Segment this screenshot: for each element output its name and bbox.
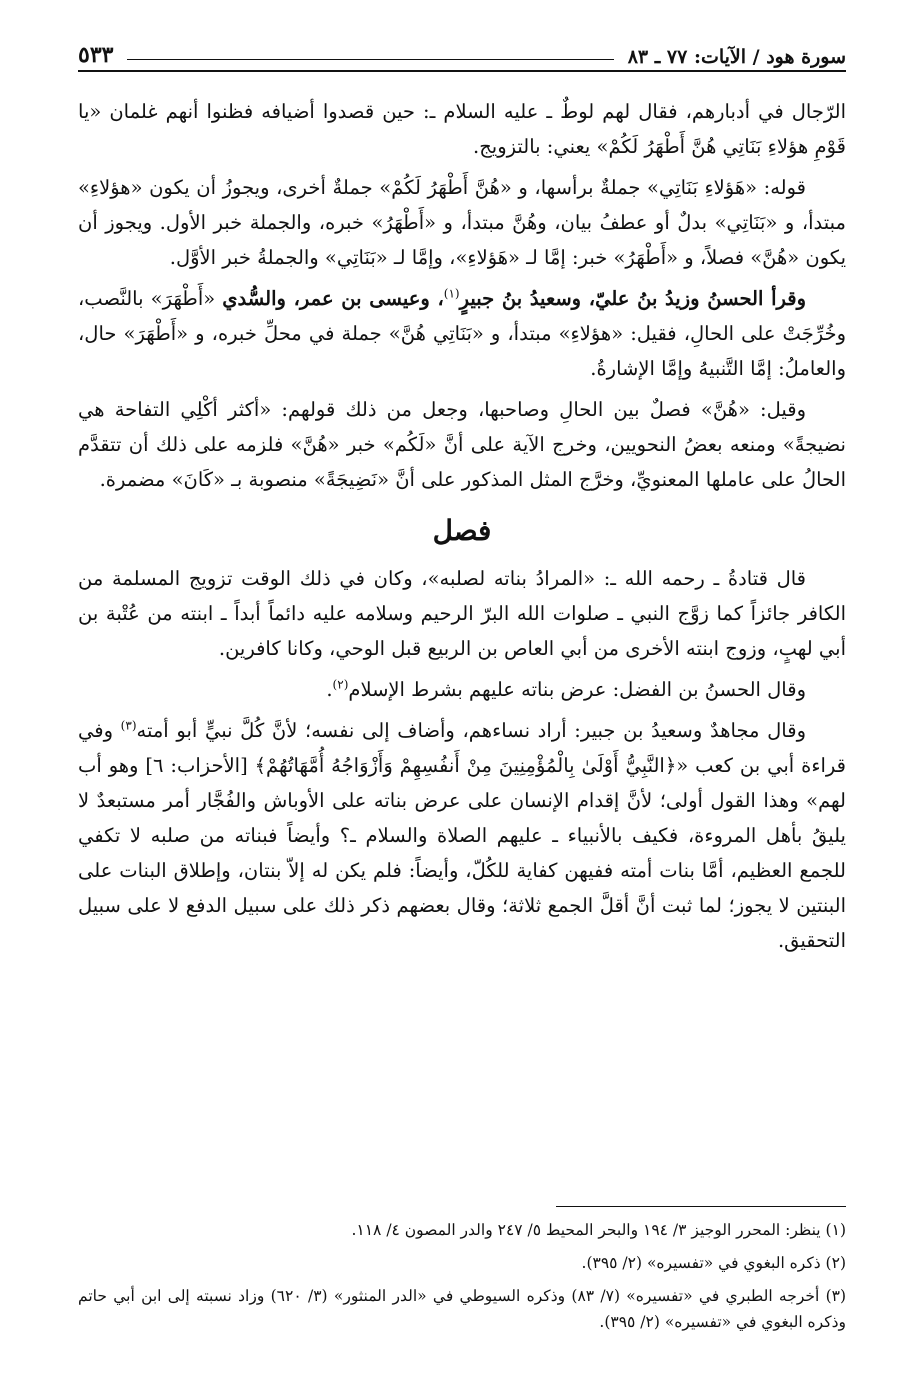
- paragraph-7: [78, 713, 846, 958]
- paragraph-5: قال قتادةُ ـ رحمه الله ـ: «المرادُ بناته لصلبه»، وكان في ذلك الوقت تزويج المسلمة من الكافر جائزاً كما زوَّج النبي ـ صلوات الله البرّ الرحيم وسلامه عليه دائماً أبداً ـ ابنته من عُتْبة بن أبي لهبٍ، وزوج ابنته الأخرى من أبي العاص بن الربيع قبل الوحي، وكانا كافرين.: [78, 567, 846, 660]
- paragraph-7-text-a: وقال مجاهدٌ وسعيدُ بن جبير: أراد نساءهم، وأضاف إلى نفسه؛ لأنَّ كُلَّ نبيٍّ أبو أمته: [136, 719, 806, 742]
- footnote-ref-1: (١): [443, 286, 460, 301]
- paragraph-2: قوله: «هَؤلاءِ بَنَاتِي» جملةٌ برأسها، و «هُنَّ أَطْهَرُ لَكُمْ» جملةٌ أخرى، ويجوزُ أن يكون «هؤلاءِ» مبتدأ، و «بَنَاتِي» بدلٌ أو عطفُ بيان، وهُنَّ مبتدأ، و «أَطْهَرُ» خبره، والجملة خبر الأول. ويجوز أن يكون «هُنَّ» فصلاً، و «أَطْهَرُ» خبر: إمَّا لـ «هَؤلاءِ»، وإمَّا لـ «بَنَاتِي» والجملةُ خبر الأوَّل.: [78, 176, 846, 269]
- paragraph-6-text: وقال الحسنُ بن الفضل: عرض بناته عليهم بشرط الإسلام: [348, 678, 806, 701]
- paragraph-1: الرّجال في أدبارهم، فقال لهم لوطٌ ـ عليه السلام ـ: حين قصدوا أضيافه فظنوا أنهم غلمان «يا قَوْمِ هؤلاءِ بَنَاتِي هُنَّ أَطْهَرُ لَكُمْ» يعني: بالتزويج.: [78, 100, 846, 158]
- footnote-2: (٢) ذكره البغوي في «تفسيره» (٢/ ٣٩٥).: [581, 1254, 846, 1272]
- footnote-1: (١) ينظر: المحرر الوجيز ٣/ ١٩٤ والبحر المحيط ٥/ ٢٤٧ والدر المصون ٤/ ١١٨.: [351, 1221, 846, 1239]
- header-rule: [127, 59, 613, 60]
- footnote-ref-2: (٢): [332, 677, 349, 692]
- footnote-separator: [556, 1206, 846, 1207]
- main-text: [78, 94, 846, 958]
- readers-list-2: ، وعيسى بن عمر، والسُّدي: [222, 287, 444, 310]
- surah-title: سورة هود / الآيات: ٧٧ ـ ٨٣: [627, 46, 846, 68]
- page-number: ٥٣٣: [78, 42, 114, 68]
- paragraph-3-text: «أَطْهَرَ» بالنَّصب، وخُرِّجَتْ على الحالِ، فقيل: «هؤلاءِ» مبتدأ، و «بَنَاتِي هُنَّ» جملة في محلِّ خبره، و «أَطْهَرَ» حال، والعاملُ: إمَّا التَّنبيهُ وإمَّا الإشارةُ.: [78, 287, 846, 380]
- readers-list: وقرأ الحسنُ وزيدُ بنُ عليّ، وسعيدُ بنُ جبيرٍ: [459, 287, 806, 310]
- footnotes: [78, 1206, 846, 1342]
- paragraph-6-end: .: [326, 678, 333, 701]
- paragraph-3: [78, 281, 846, 386]
- running-header: [78, 28, 846, 72]
- paragraph-6: [78, 672, 846, 707]
- book-page: [78, 28, 846, 1348]
- paragraph-4: وقيل: «هُنَّ» فصلٌ بين الحالِ وصاحبها، وجعل من ذلك قولهم: «أكثر أكْلِي التفاحة هي نضيجةً» ومنعه بعضُ النحويين، وخرج الآية على أنَّ «لَكُم» خبر «هُنَّ» فلزمه على ذلك أن تتقدَّم الحالُ على عاملها المعنويِّ، وخرَّج المثل المذكور على أنَّ «نَضِيجَةً» منصوبة بـ «كَانَ» مضمرة.: [78, 398, 846, 491]
- paragraph-7-text-b: وفي قراءة أبي بن كعب «﴿النَّبِيُّ أَوْلَىٰ بِالْمُؤْمِنِينَ مِنْ أَنفُسِهِمْ وَأَزْوَاجُهُ أُمَّهَاتُهُمْ﴾ [الأحزاب: ٦] وهو أب لهم» وهذا القول أولى؛ لأنَّ إقدام الإنسان على عرض بناته على الأوباش والفُجَّار أمر مستبعدٌ لا يليقُ بأهل المروءة، فكيف بالأنبياء ـ عليهم الصلاة والسلام ـ؟ وأيضاً فبناته من صلبه لا تكفي للجمع العظيم، أمَّا بنات أمته ففيهن كفاية للكُلّ، وأيضاً: فلم يكن له إلاّ بنتان، وإطلاق البنات على البنتين لا يجوز؛ لما ثبت أنَّ أقلَّ الجمع ثلاثة؛ وقال بعضهم ذكر ذلك على سبيل الدفع لا على سبيل التحقيق.: [78, 719, 846, 952]
- footnote-3: (٣) أخرجه الطبري في «تفسيره» (٧/ ٨٣) وذكره السيوطي في «الدر المنثور» (٣/ ٦٢٠) وزاد نسبته إلى ابن أبي حاتم وذكره البغوي في «تفسيره» (٢/ ٣٩٥).: [78, 1287, 847, 1331]
- section-heading: فصل: [432, 514, 492, 547]
- footnote-ref-3: (٣): [120, 718, 137, 733]
